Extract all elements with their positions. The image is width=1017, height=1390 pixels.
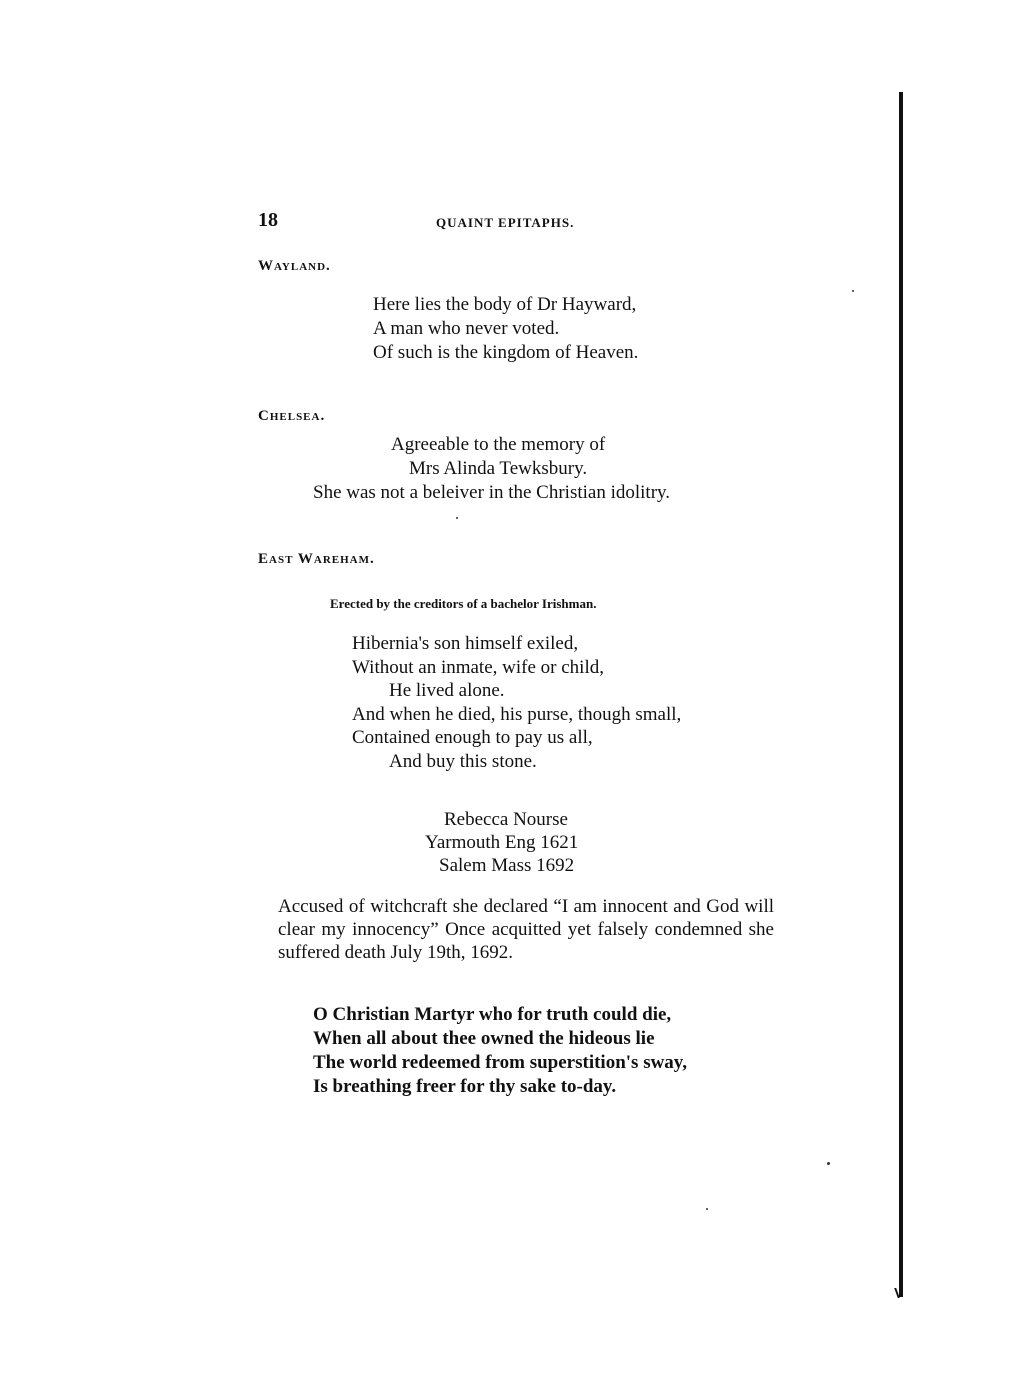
epitaph-line: Contained enough to pay us all, [352, 727, 593, 748]
epitaph-line: Rebecca Nourse [444, 809, 568, 830]
page-number: 18 [258, 209, 278, 231]
scan-speck [706, 1208, 708, 1210]
verse-line: Is breathing freer for thy sake to-day. [313, 1076, 617, 1097]
nourse-paragraph: Accused of witchcraft she declared “I am innocent and God will clear my innocency” Once acquitted yet falsely condemned she suffered death July 19th, 1692. [278, 896, 774, 963]
epitaph-line: And when he died, his purse, though small, [352, 704, 682, 725]
epitaph-line: Mrs Alinda Tewksbury. [409, 458, 588, 479]
place-heading-wayland: Wayland. [258, 258, 331, 274]
epitaph-line: Of such is the kingdom of Heaven. [373, 342, 639, 363]
page-edge-tip [894, 1288, 908, 1298]
scan-speck [852, 290, 854, 292]
scan-speck [456, 517, 458, 519]
epitaph-line: Hibernia's son himself exiled, [352, 633, 579, 654]
epitaph-line: Here lies the body of Dr Hayward, [373, 294, 637, 315]
epitaph-line: Without an inmate, wife or child, [352, 657, 604, 678]
epitaph-line: He lived alone. [389, 680, 505, 701]
verse-line: O Christian Martyr who for truth could die, [313, 1004, 672, 1025]
scan-speck [827, 1162, 830, 1165]
epitaph-note: Erected by the creditors of a bachelor Irishman. [330, 596, 597, 611]
epitaph-line: A man who never voted. [373, 318, 560, 339]
epitaph-line: And buy this stone. [389, 751, 537, 772]
place-heading-east-wareham: East Wareham. [258, 551, 375, 567]
epitaph-line: She was not a beleiver in the Christian idolitry. [313, 482, 671, 503]
epitaph-line: Salem Mass 1692 [439, 855, 575, 876]
verse-line: The world redeemed from superstition's sway, [313, 1052, 688, 1073]
running-title: QUAINT EPITAPHS. [436, 215, 575, 230]
epitaph-line: Agreeable to the memory of [391, 434, 606, 455]
verse-line: When all about thee owned the hideous lie [313, 1028, 655, 1049]
page-edge-line [899, 92, 903, 1297]
epitaph-line: Yarmouth Eng 1621 [425, 832, 579, 853]
place-heading-chelsea: Chelsea. [258, 408, 326, 424]
